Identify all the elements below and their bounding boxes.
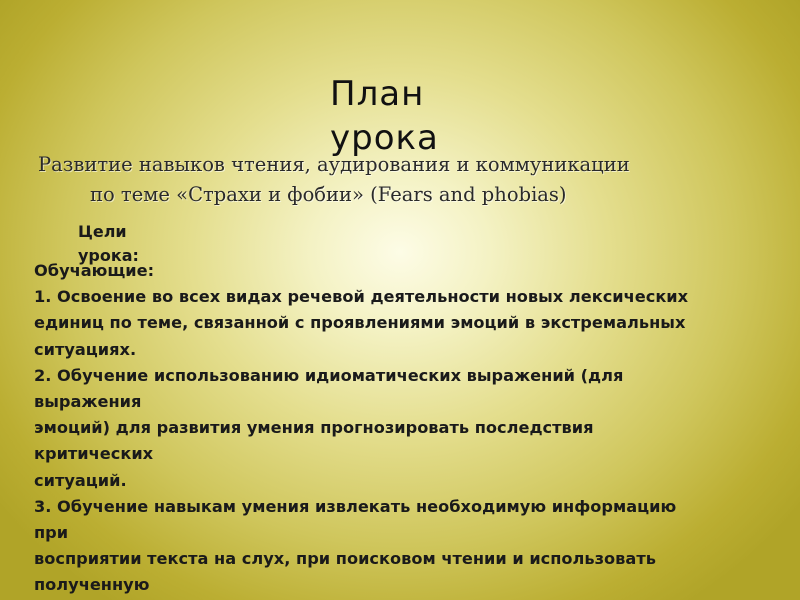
lesson-topic [38, 150, 798, 210]
goals-body [34, 258, 800, 599]
goals-line: эмоций) для развития умения прогнозировать последствия [34, 418, 594, 438]
goals-heading: Цели урока: [78, 222, 139, 265]
goals-line: восприятии текста на слух, при поисковом чтении и использовать [34, 549, 656, 569]
goals-line: единиц по теме, связанной с проявлениями эмоций в экстремальных [34, 313, 686, 333]
goals-line: при [34, 523, 69, 543]
lesson-topic-line-2: по теме «Страхи и фобии» (Fears and phobias) [90, 183, 567, 206]
goals-line: полученную [34, 575, 150, 595]
goals-line-teaching-label: Обучающие: [34, 261, 155, 280]
goals-line: выражения [34, 392, 142, 412]
goals-line: критических [34, 444, 154, 464]
goals-line: 3. Обучение навыкам умения извлекать необходимую информацию [34, 496, 677, 516]
lesson-topic-line-1: Развитие навыков чтения, аудирования и коммуникации [38, 153, 630, 176]
goals-line: 1. Освоение во всех видах речевой деятельности новых лексических [34, 287, 689, 307]
goals-line: 2. Обучение использованию идиоматических выражений (для [34, 365, 624, 385]
goals-line: ситуациях. [34, 339, 137, 359]
slide-title: План урока [330, 74, 439, 158]
goals-line: ситуаций. [34, 470, 127, 490]
